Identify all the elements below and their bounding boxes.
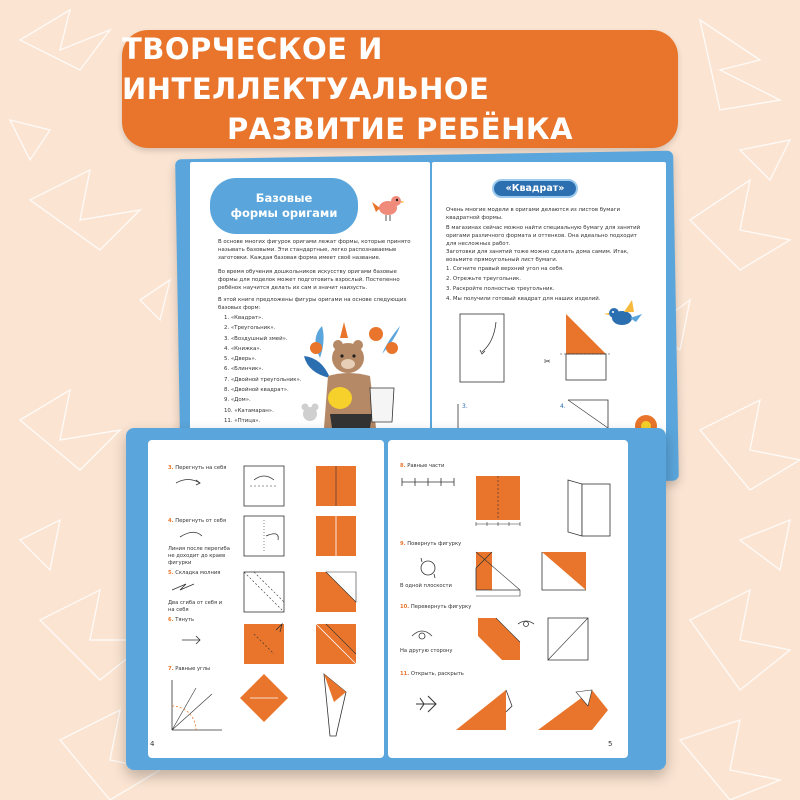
svg-text:3.: 3. — [462, 403, 468, 410]
step-8-label: 8. Равные части — [400, 463, 445, 469]
list-item: 1. Согните правый верхний угол на себя. — [446, 266, 564, 272]
step-5-note: Два сгиба от себя и на себя — [168, 600, 223, 613]
back-right-para-3: Заготовки для занятий тоже можно сделать дома самим. Итак, возьмите прямоугольный лист бумаги. — [446, 249, 629, 263]
front-left-diagrams — [150, 440, 386, 758]
list-item: 10. «Катамаран». — [224, 407, 274, 414]
back-left-para-3: В этой книге предложены фигуры оригами на основе следующих базовых форм: — [218, 297, 407, 311]
list-item: 2. Отрежьте треугольник. — [446, 276, 522, 282]
list-item: 8. «Двойной квадрат». — [224, 387, 289, 394]
step-5-label: 5. Складка молния — [168, 570, 221, 576]
list-item: 5. «Дверь». — [224, 356, 257, 363]
list-item: 7. «Двойной треугольник». — [224, 376, 302, 383]
list-item: 4. «Книжка». — [224, 345, 262, 352]
front-right-diagrams — [388, 440, 628, 758]
bear-flowers-illustration — [300, 318, 410, 430]
step-7-label: 7. Равные углы — [168, 666, 211, 672]
step-9-label: 9. Повернуть фигурку — [400, 541, 462, 547]
front-right-page-number: 5 — [608, 740, 613, 748]
list-item: 9. «Дом». — [224, 397, 251, 404]
list-item: 3. «Воздушный змей». — [224, 335, 288, 342]
list-item: 2. «Треугольник». — [224, 325, 276, 332]
list-item: 6. «Блинчик». — [224, 366, 264, 373]
banner-line-1: ТВОРЧЕСКОЕ И ИНТЕЛЛЕКТУАЛЬНОЕ — [122, 32, 490, 106]
back-right-para-1: Очень многие модели в оригами делаются из листов бумаги квадратной формы. — [446, 207, 620, 221]
step-9-note: В одной плоскости — [400, 583, 452, 589]
list-item: 11. «Птица». — [224, 417, 261, 424]
front-left-page-number: 4 — [150, 740, 155, 748]
step-4-note: Линия после перегиба не доходит до краев фигурки — [168, 546, 230, 566]
banner-line-2: РАЗВИТИЕ РЕБЁНКА — [226, 112, 574, 146]
kvadrat-fold-diagram — [456, 308, 616, 428]
list-item: 4. Мы получили готовый квадрат для наших изделий. — [446, 296, 601, 302]
bird-illustration — [370, 188, 410, 228]
svg-text:✂: ✂ — [544, 357, 551, 366]
step-10-label: 10. Перевернуть фигурку — [400, 604, 472, 610]
step-10-note: На другую сторону — [400, 648, 453, 654]
back-left-para-1: В основе многих фигурок оригами лежат формы, которые принято называть базовыми. Эти стандартные, легко распознаваемые заготовки. Каждая базовая форма имеет своё название. — [218, 239, 411, 261]
step-4-label: 4. Перегнуть от себя — [168, 518, 226, 524]
list-item: 1. «Квадрат». — [224, 315, 264, 321]
back-left-para-2: Во время обучения дошкольников искусству оригами базовые формы для поделок может подготовить взрослый. Постепенно ребёнок научится делать их сам и значит наизусть. — [218, 269, 400, 291]
back-right-para-2: В магазинах сейчас можно найти специальную бумагу для занятий оригами различного формата и оттенков. Она идеально подходит для несложных работ. — [446, 225, 641, 247]
blue-bird-illustration — [602, 298, 644, 332]
kvadrat-badge: «Квадрат» — [492, 179, 578, 198]
promo-banner — [122, 30, 678, 148]
step-3-label: 3. Перегнуть на себя — [168, 465, 227, 471]
svg-text:4.: 4. — [560, 403, 566, 410]
step-6-label: 6. Тянуть — [168, 617, 195, 623]
step-11-label: 11. Открыть, раскрыть — [400, 671, 464, 677]
list-item: 3. Раскройте полностью треугольник. — [446, 286, 555, 292]
basic-forms-title: Базовые формы оригами — [210, 178, 358, 234]
